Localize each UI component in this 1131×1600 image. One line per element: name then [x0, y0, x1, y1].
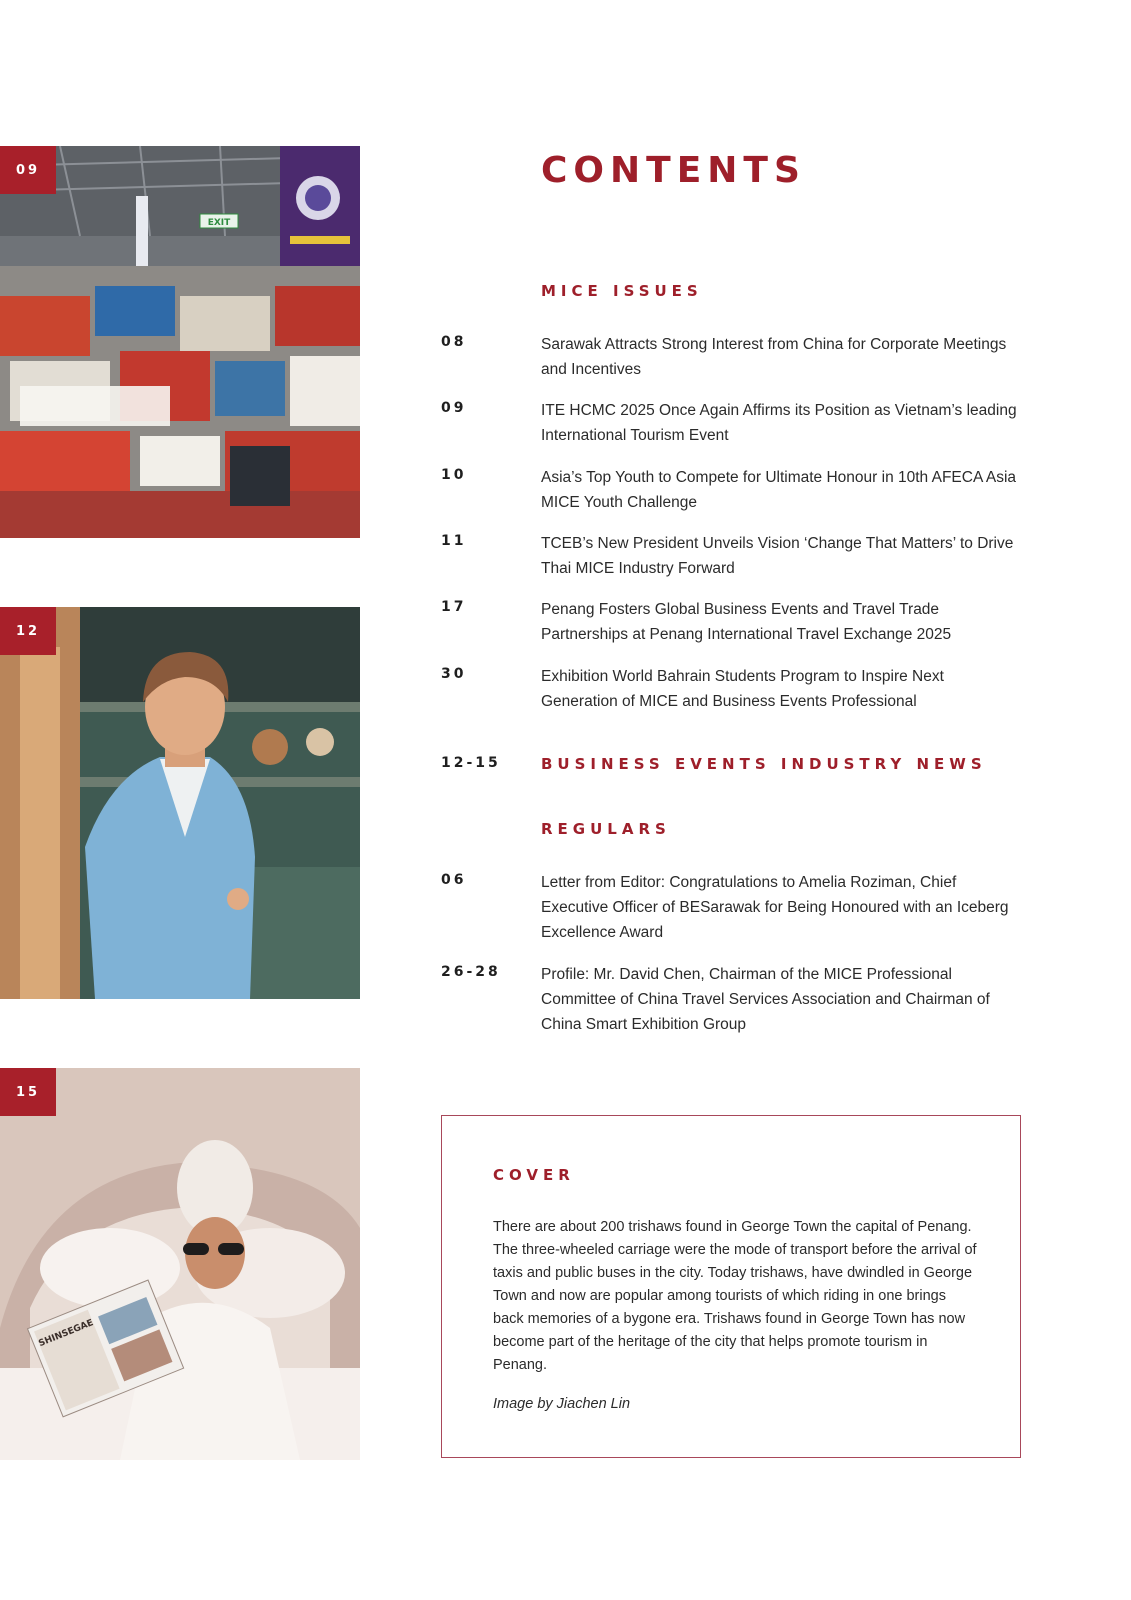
- magazine-title: SHINSEGAE: [37, 1318, 95, 1350]
- toc-entry-title: Sarawak Attracts Strong Interest from China for Corporate Meetings and Incentives: [541, 336, 1007, 378]
- toc-page-number: 06: [441, 872, 467, 888]
- exit-sign: EXIT: [207, 218, 231, 228]
- section-heading-regulars: REGULARS: [541, 820, 671, 838]
- toc-page-number: 26-28: [441, 964, 501, 980]
- toc-entry-title: Asia’s Top Youth to Compete for Ultimate Honour in 10th AFECA Asia MICE Youth Challenge: [541, 469, 1017, 511]
- toc-entry-title: Profile: Mr. David Chen, Chairman of the MICE Professional Committee of China Travel Services Association and Chairman of China Smart Exhibition Group: [541, 966, 990, 1033]
- toc-entry-title: ITE HCMC 2025 Once Again Affirms its Position as Vietnam’s leading International Tourism Event: [541, 402, 1017, 444]
- toc-page-number: 10: [441, 467, 467, 483]
- business-events-page-number: 12-15: [441, 755, 501, 771]
- section-heading-business-events[interactable]: BUSINESS EVENTS INDUSTRY NEWS: [541, 755, 987, 773]
- toc-entry-title: Exhibition World Bahrain Students Program to Inspire Next Generation of MICE and Business Events Professional: [541, 668, 944, 710]
- toc-entry-title: Letter from Editor: Congratulations to Amelia Roziman, Chief Executive Officer of BESarawak for Being Honoured with an Iceberg Excellence Award: [541, 874, 1009, 941]
- toc-entry-title: TCEB’s New President Unveils Vision ‘Change That Matters’ to Drive Thai MICE Industry Forward: [541, 535, 1014, 577]
- photo-badge-2: 12: [0, 607, 56, 655]
- toc-page-number: 30: [441, 666, 467, 682]
- photo-badge-1: 09: [0, 146, 56, 194]
- cover-heading: COVER: [493, 1166, 575, 1184]
- toc-page-number: 11: [441, 533, 467, 549]
- cover-description: There are about 200 trishaws found in George Town the capital of Penang. The three-wheeled carriage were the mode of transport before the arrival of taxis and public buses in the city. Today trishaws, have dwindled in George Town and now are popular among tourists of which riding in one brings back memories of a bygone era. Trishaws found in George Town has now become part of the heritage of the city that helps promote tourism in Penang.: [493, 1219, 977, 1373]
- page-title: CONTENTS: [541, 150, 806, 191]
- photo-reading-on-bed: [0, 1068, 360, 1460]
- cover-info-box: [441, 1115, 1021, 1458]
- toc-page-number: 09: [441, 400, 467, 416]
- toc-page-number: 08: [441, 334, 467, 350]
- photo-badge-3: 15: [0, 1068, 56, 1116]
- section-heading-mice-issues: MICE ISSUES: [541, 282, 703, 300]
- cover-image-credit: Image by Jiachen Lin: [493, 1396, 631, 1412]
- photo-portrait: [0, 607, 360, 999]
- reading-image: [0, 1068, 360, 1460]
- toc-page-number: 17: [441, 599, 467, 615]
- photo-exhibition-hall: [0, 146, 360, 538]
- portrait-image: [0, 607, 360, 999]
- toc-entry-title: Penang Fosters Global Business Events and Travel Trade Partnerships at Penang International Travel Exchange 2025: [541, 601, 952, 643]
- exhibition-hall-image: [0, 146, 360, 538]
